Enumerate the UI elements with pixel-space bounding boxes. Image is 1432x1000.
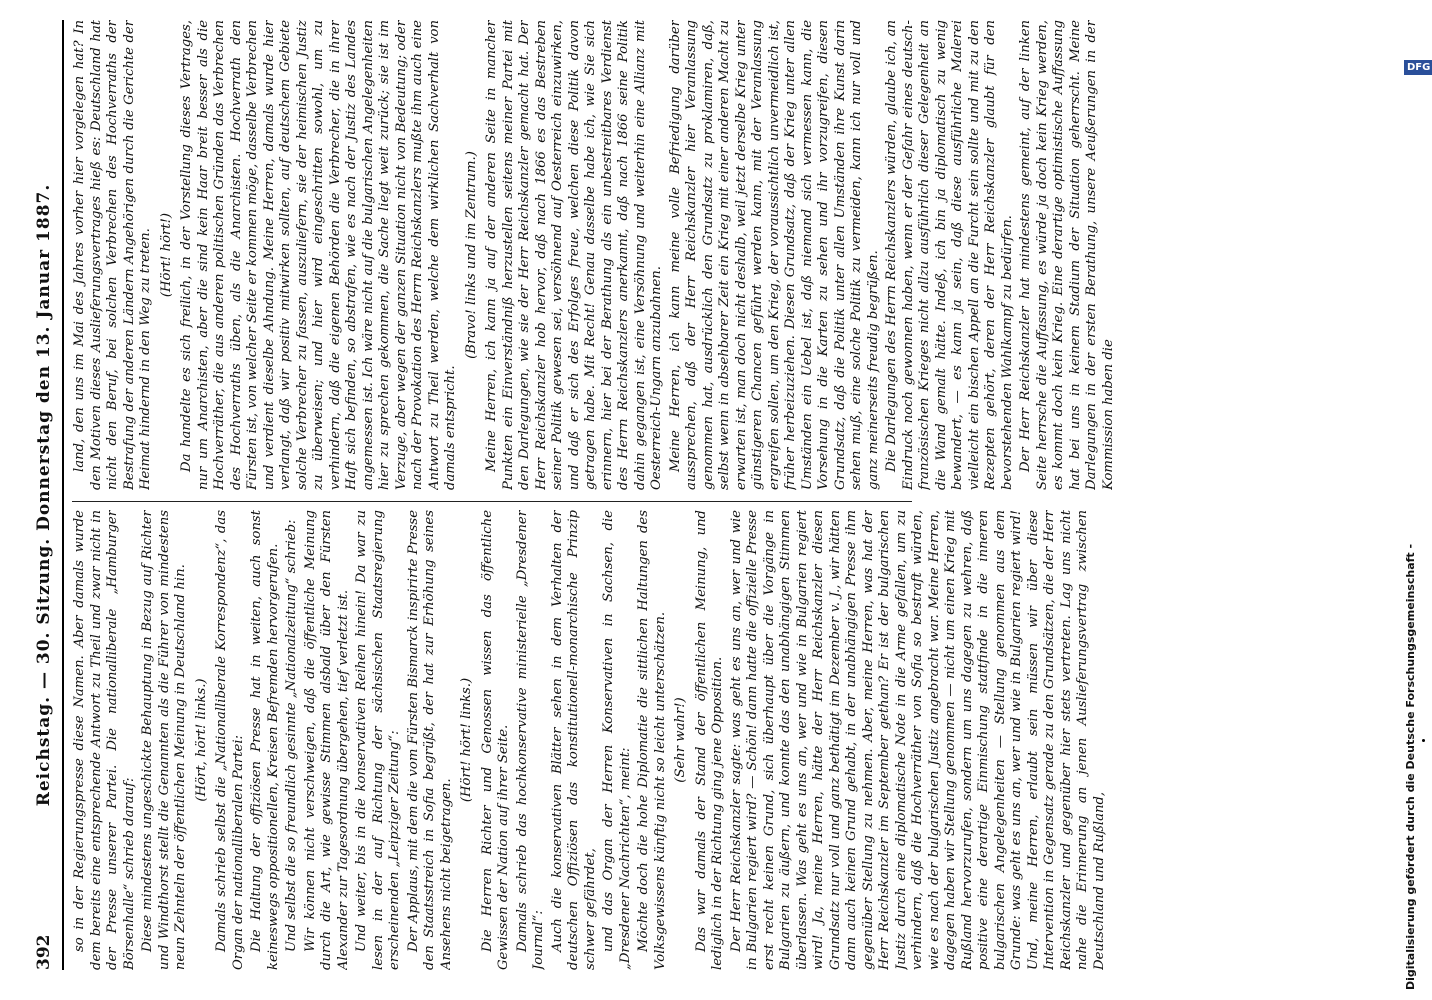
paragraph: Der Herr Reichskanzler hat mindestens gemeint, auf der linken Seite herrsche die Auffassung, es würde ja doch kein Krieg werden, es kommt doch kein Krieg. Eine derartige optimistische Auffassung hat bei uns in keinem Stadium der Situation geherrscht. Meine Darlegungen in der ersten Berathung, unsere Aeußerungen in der Kommission haben die [1018,20,1116,490]
credit-text: Digitalisierung gefördert durch die Deutsche Forschungsgemeinschaft - [1404,543,1417,990]
paragraph: Damals schrieb das hochkonservative ministerielle „Dresdener Journal“: [514,510,546,970]
header-rule [62,20,64,970]
paragraph: Und weiter, bis in die konservativen Reihen hinein! Da war zu lesen in der auf Richtung der sächsischen Staatsregierung erscheinenden „Leipziger Zeitung“: [354,510,402,970]
page-header [34,20,64,970]
dfg-logo: DFG [1404,60,1432,75]
paragraph: (Hört! hört!) [158,212,174,298]
paragraph: (Hört! hört! links.) [459,677,474,803]
left-column [72,510,1432,970]
paragraph: Meine Herren, ich kann meine volle Befriedigung darüber aussprechen, daß der Herr Reichskanzler hier Veranlassung genommen hat, ausdrücklich den Grundsatz zu proklamiren, daß, selbst wenn in absehbarer Zeit ein Krieg mit einer anderen Macht zu erwarten ist, man doch nicht deshalb, weil jetzt derselbe Krieg unter günstigeren Chancen geführt werden kann, mit der Veranlassung ergreifen sollen, um den Krieg, der voraussichtlich unvermeidlich ist, früher herbeizuziehen. Diesen Grundsatz, daß der Krieg unter allen Umständen ein Uebel ist, daß niemand sich vermessen kann, die Vorsehung in die Karten zu sehen und ihr vorzugreifen, diesen Grundsatz, daß die Politik unter allen Umständen ihre Kunst darin sehen muß, eine solche Politik zu vermeiden, kann ich nur voll und ganz meinerseits freudig begrüßen. [667,20,881,490]
paragraph: Wir können nicht verschweigen, daß die öffentliche Meinung durch die Art, wie gewisse Stimmen alsbald über den Fürsten Alexander zur Tagesordnung übergehen, tief verletzt ist. [302,510,351,970]
paragraph: Damals schrieb selbst die „Nationalliberale Korrespondenz“, das Organ der nationalliberalen Partei: [214,510,246,970]
paragraph: Der Herr Reichskanzler sagte: was geht es uns an, wer und wie in Bulgarien regiert wird? — Schön! dann hatte die offizielle Presse erst recht keinen Grund, sich überhaupt über die Vorgänge in Bulgarien zu äußern, und konnte das den unabhängigen Stimmen überlassen. Was geht es uns an, wer und wie in Bulgarien regiert wird! Ja, meine Herren, hätte der Herr Reichskanzler diesen Grundsatz nur voll und ganz bethätigt im Dezember v. J., wir hätten dann auch keinen Grund gehabt, in der unabhängigen Presse ihm gegenüber Stellung zu nehmen. Aber, meine Herren, was hat der Herr Reichskanzler im September gethan? Er ist der bulgarischen Justiz durch eine diplomatische Note in die Arme gefallen, um zu verhindern, daß die Hochverräther von Sofia so bestraft würden, wie es nach der bulgarischen Justiz angebracht war. Meine Herren, dagegen haben wir Stellung genommen — nicht um einen Krieg mit Rußland hervorzurufen, sondern um uns dagegen zu wehren, daß positive eine derartige Einmischung stattfinde in die inneren bulgarischen Angelegenheiten — Stellung genommen aus dem Grunde: was geht es uns an, wer und wie in Bulgarien regiert wird! Und, meine Herren, erlaubt sein müssen wir über diese Intervention in Gegensatz gerade zu den Grundsätzen, die der Herr Reichskanzler und gegenüber hier stets vertreten. Lag uns nicht nahe die Erinnerung an jenen Auslieferungsvertrag zwischen Deutschland und Rußland, [728,510,1107,970]
paragraph: so in der Regierungspresse diese Namen. Aber damals wurde dem bereits eine entsprechende Antwort zu Theil und zwar nicht in der Presse unserer Partei. Die nationalliberale „Hamburger Börsenhalle“ schrieb darauf: [72,510,137,970]
paragraph: (Bravo! links und im Zentrum.) [463,151,479,359]
paragraph: (Sehr wahr!) [673,697,688,783]
digitization-credit [1398,60,1431,990]
paragraph: Das war damals der Stand der öffentlichen Meinung, und lediglich in der Richtung ging jene Opposition. [693,510,725,970]
paragraph: Der Applaus, mit dem die vom Fürsten Bismarck inspirirte Presse den Staatsstreich in Sofia begrüßt, der hat zur Erhöhung seines Ansehens nicht beigetragen. [405,510,454,970]
page-title: Reichstag. — 30. Sitzung. Donnerstag den 13. Januar 1887. [34,183,54,807]
paragraph: Die Haltung der offiziösen Presse hat in weiten, auch sonst keineswegs oppositionellen, Kreisen Befremden hervorgerufen. [249,510,281,970]
paragraph: Und selbst die so freundlich gesinnte „Nationalzeitung“ schrieb: [284,519,299,952]
paragraph: (Hört, hört! links.) [193,678,209,802]
paragraph: Meine Herren, ich kann ja auf der anderen Seite in mancher Punkten ein Einverständniß herzustellen seitens meiner Partei mit den Darlegungen, wie sie der Herr Reichskanzler gemacht hat. Der Herr Reichskanzler hob hervor, daß nach 1866 es das Bestreben seiner Politik gewesen sei, versöhnend auf Oesterreich einzuwirken, und daß er sich des Erfolges freue, welchen diese Politik davon getragen habe. Mit Recht! Genau dasselbe habe ich, wie Sie sich erinnern, hier bei der Berathung als ein unbestreitbares Verdienst des Herrn Reichskanzlers anerkannt, daß nach 1866 seine Politik dahin gegangen ist, eine Versöhnung und weiterhin eine Allianz mit Oesterreich-Ungarn anzubahnen. [484,20,664,490]
paragraph: Die Darlegungen des Herrn Reichskanzlers würden, glaube ich, an Eindruck noch gewonnen haben, wenn er der Gefahr eines deutsch-französischen Krieges nicht allzu ausführlich dieser Gelegenheit an die Wand gemalt hätte. Indeß, ich bin ja diplomatisch zu wenig bewandert, — es kann ja sein, daß diese ausführliche Malerei vielleicht ein bischen Appell an die Furcht sein sollte und mit zu den Rezepten gehört, deren der Herr Reichskanzler glaubt für den bevorstehenden Wahlkampf zu bedürfen. [884,20,1015,490]
paragraph: Diese mindestens ungeschickte Behauptung in Bezug auf Richter und Windthorst stellt die Genannten als die Führer von mindestens neun Zehnteln der öffentlichen Meinung in Deutschland hin. [140,510,188,970]
paragraph: Die Herren Richter und Genossen wissen das öffentliche Gewissen der Nation auf ihrer Seite. [479,510,511,970]
paragraph: land, den uns im Mai des Jahres vorher hier vorgelegen hat? In den Motiven dieses Auslieferungsvertrages hieß es: Deutschland hat nicht den Beruf, bei solchen Verbrechen des Hochverraths der Bestrafung der anderen Ländern Angehörigen durch die Gerichte der Heimat hindernd in den Weg zu treten. [72,20,153,490]
paragraph: und das Organ der Herren Konservativen in Sachsen, die „Dresdener Nachrichten“, meint: [601,510,633,970]
paragraph: Auch die konservativen Blätter sehen in dem Verhalten der deutschen Offiziösen das konstitutionell-monarchische Prinzip schwer gefährdet, [549,510,598,970]
right-column [72,20,1432,490]
paragraph: Da handelte es sich freilich, in der Vorstellung dieses Vertrages, nur um Anarchisten, aber die sind kein Haar breit besser als die Hochverräther, die aus anderen politischen Gründen das Verbrechen des Hochverraths üben, als die Anarchisten. Hochverrath den Fürsten ist, von welcher Seite er kommen möge, dasselbe Verbrechen und verdient dieselbe Ahndung. Meine Herren, damals wurde hier verlangt, daß wir positiv mitwirken sollten, auf deutschem Gebiete solche Verbrecher zu fassen, auszuliefern, sie der heimischen Justiz zu überweisen; und hier wird eingeschritten sowohl, um zu verhindern, daß die eigenen Behörden die Verbrecher, die in ihrer Haft sich befinden, so abstrafen, wie es nach der Justiz des Landes angemessen ist. Ich wäre nicht auf die bulgarischen Angelegenheiten hier zu sprechen gekommen, die Sache liegt weit zurück; sie ist im Verzuge, aber wegen der ganzen Situation nicht von Bedeutung; oder nach der Provokation des Herrn Reichskanzlers mußte ihm auch eine Antwort zu Theil werden, welche dem wirklichen Sachverhalt von damals entspricht. [179,20,458,490]
column-divider [72,501,912,502]
page-number: 392 [34,934,54,970]
paragraph: Möchte doch die hohe Diplomatie die sittlichen Haltungen des Volksgewissens künftig nicht so leicht unterschätzen. [636,510,668,970]
